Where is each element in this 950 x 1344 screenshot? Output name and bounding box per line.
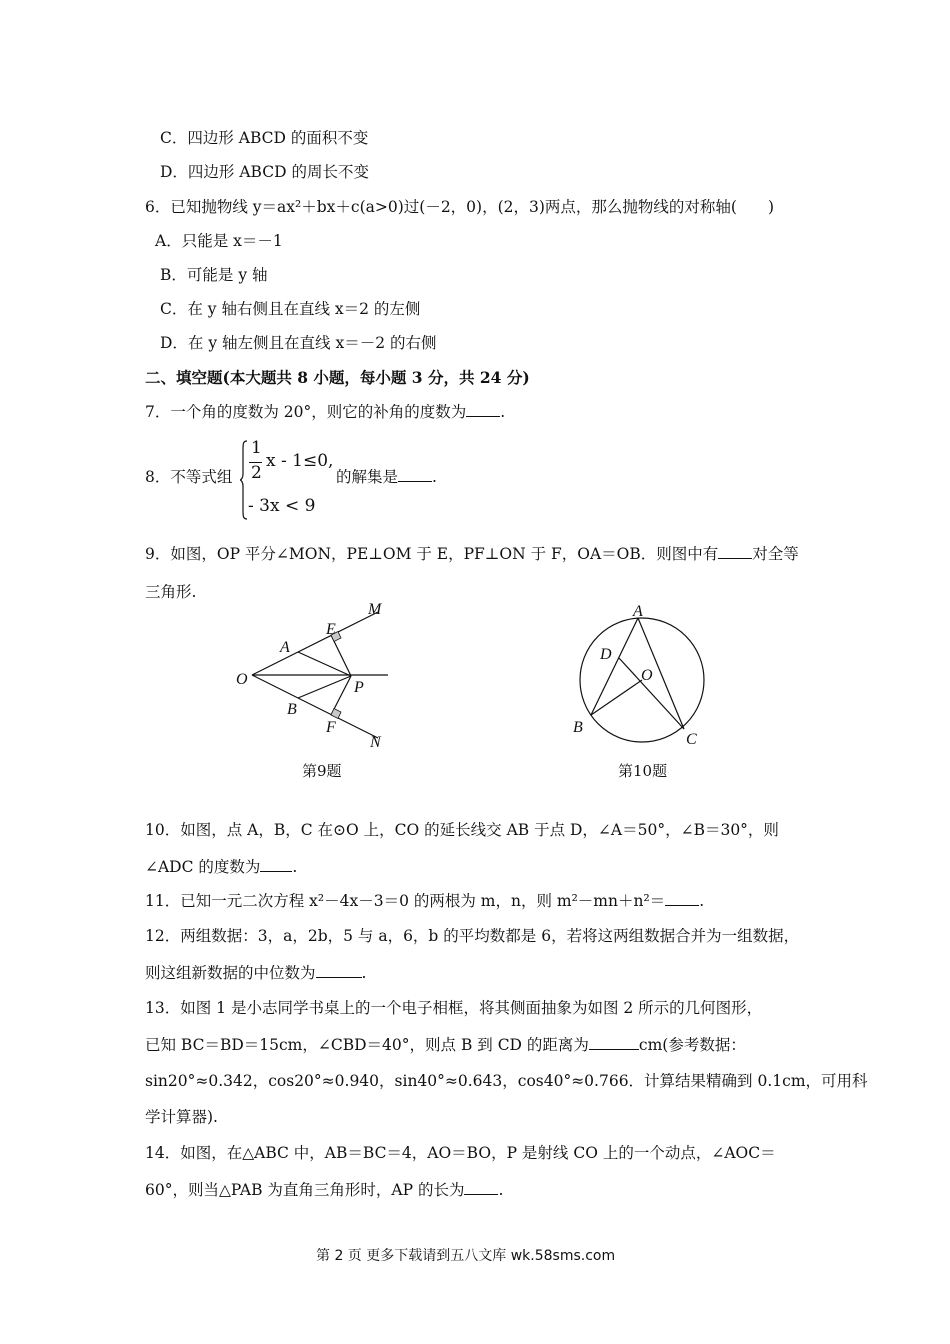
- segment-bo: [591, 680, 642, 715]
- segment-pa: [298, 652, 351, 676]
- figure-10-caption: 第10题: [618, 762, 668, 780]
- q11-answer-blank[interactable]: [665, 893, 699, 906]
- q9-text-end: 对全等: [752, 545, 799, 563]
- q9-line1: [145, 542, 799, 564]
- label-d: D: [600, 646, 612, 663]
- q10-line2: [145, 855, 297, 877]
- label-f: F: [326, 719, 336, 736]
- q10-answer-blank[interactable]: [260, 859, 292, 872]
- left-brace-icon: [240, 440, 248, 520]
- q13-text-end: cm(参考数据：: [638, 1036, 746, 1054]
- q12-line1: 12．两组数据：3，a，2b，5 与 a，6，b 的平均数都是 6，若将这两组数据合并为一组数据，: [145, 927, 800, 945]
- label-a: A: [280, 639, 290, 656]
- q5-option-c: C．四边形 ABCD 的面积不变: [160, 129, 369, 147]
- label-b: B: [573, 719, 583, 736]
- q9-line2: 三角形.: [145, 583, 197, 601]
- right-angle-mark-f: [331, 709, 341, 719]
- q6-option-b: B．可能是 y 轴: [160, 266, 268, 284]
- q8-suffix: 的解集是: [336, 468, 399, 486]
- q7: [145, 400, 505, 422]
- q13-line3: sin20°≈0.342，cos20°≈0.940，sin40°≈0.643，cos40°≈0.766．计算结果精确到 0.1cm，可用科: [145, 1072, 868, 1090]
- q6-option-a: A．只能是 x＝－1: [155, 232, 283, 250]
- q10-text: ∠ADC 的度数为: [145, 858, 261, 876]
- label-a: A: [633, 603, 643, 620]
- ray-om: [252, 612, 378, 675]
- q13-line4: 学计算器).: [145, 1108, 218, 1126]
- label-m: M: [368, 601, 382, 618]
- q8-suffix-line: [336, 465, 437, 487]
- q12-answer-blank[interactable]: [316, 965, 362, 978]
- section-2-heading: 二、填空题(本大题共 8 小题，每小题 3 分，共 24 分): [145, 368, 530, 387]
- q8-fraction-denominator: 2: [251, 463, 262, 483]
- q9-text: 9．如图，OP 平分∠MON，PE⊥OM 于 E，PF⊥ON 于 F，OA＝OB．则图中有: [145, 545, 719, 563]
- page-footer: 第 2 页 更多下载请到五八文库 wk.58sms.com: [316, 1248, 616, 1264]
- q12-line2: [145, 961, 366, 983]
- q14-answer-blank[interactable]: [464, 1182, 498, 1195]
- figure-9: [230, 600, 400, 755]
- q6-stem: 6．已知抛物线 y＝ax²＋bx＋c(a>0)过(－2，0)，(2，3)两点，那么抛物线的对称轴( ): [145, 198, 775, 216]
- q10-line1: 10．如图，点 A，B，C 在⊙O 上，CO 的延长线交 AB 于点 D，∠A＝50°，∠B＝30°，则: [145, 821, 779, 839]
- q11: [145, 889, 704, 911]
- q7-end: .: [500, 403, 506, 421]
- q8-prefix: 8．不等式组: [145, 468, 233, 486]
- q14-end: .: [498, 1181, 504, 1199]
- q11-end: .: [699, 892, 705, 910]
- q10-end: .: [292, 858, 298, 876]
- label-e: E: [326, 621, 336, 638]
- label-n: N: [370, 734, 381, 751]
- q13-line1: 13．如图 1 是小志同学书桌上的一个电子相框，将其侧面抽象为如图 2 所示的几何图形，: [145, 999, 763, 1017]
- chord-ab: [591, 618, 638, 715]
- q12-end: .: [361, 964, 367, 982]
- q13-answer-blank[interactable]: [589, 1037, 639, 1050]
- segment-pb: [298, 676, 351, 698]
- q9-answer-blank[interactable]: [718, 546, 752, 559]
- label-c: C: [686, 731, 697, 748]
- q11-text: 11．已知一元二次方程 x²－4x－3＝0 的两根为 m，n，则 m²－mn＋n²＝: [145, 892, 666, 910]
- label-p: P: [354, 679, 364, 696]
- q8-end: .: [432, 468, 437, 486]
- q6-option-c: C．在 y 轴右侧且在直线 x＝2 的左侧: [160, 300, 421, 318]
- figure-10: [565, 598, 715, 753]
- figure-9-caption: 第9题: [302, 762, 342, 780]
- q8-row2: - 3x < 9: [248, 496, 316, 516]
- q14-line2: [145, 1178, 503, 1200]
- q5-option-d: D．四边形 ABCD 的周长不变: [160, 163, 369, 181]
- label-o: O: [641, 667, 653, 684]
- q13-text: 已知 BC＝BD＝15cm，∠CBD＝40°，则点 B 到 CD 的距离为: [145, 1036, 589, 1054]
- q8-answer-blank[interactable]: [398, 469, 432, 482]
- q6-option-d: D．在 y 轴左侧且在直线 x＝－2 的右侧: [160, 334, 437, 352]
- label-b: B: [287, 701, 297, 718]
- q8-row1: x - 1≤0,: [266, 451, 334, 471]
- q7-text: 7．一个角的度数为 20°，则它的补角的度数为: [145, 403, 467, 421]
- q13-line2: [145, 1033, 746, 1055]
- q14-text: 60°，则当△PAB 为直角三角形时，AP 的长为: [145, 1181, 465, 1199]
- q8-fraction-numerator: 1: [251, 438, 262, 458]
- label-o: O: [236, 671, 248, 688]
- q7-answer-blank[interactable]: [466, 404, 500, 417]
- q12-text: 则这组新数据的中位数为: [145, 964, 316, 982]
- q14-line1: 14．如图，在△ABC 中，AB＝BC＝4，AO＝BO，P 是射线 CO 上的一个动点，∠AOC＝: [145, 1144, 776, 1162]
